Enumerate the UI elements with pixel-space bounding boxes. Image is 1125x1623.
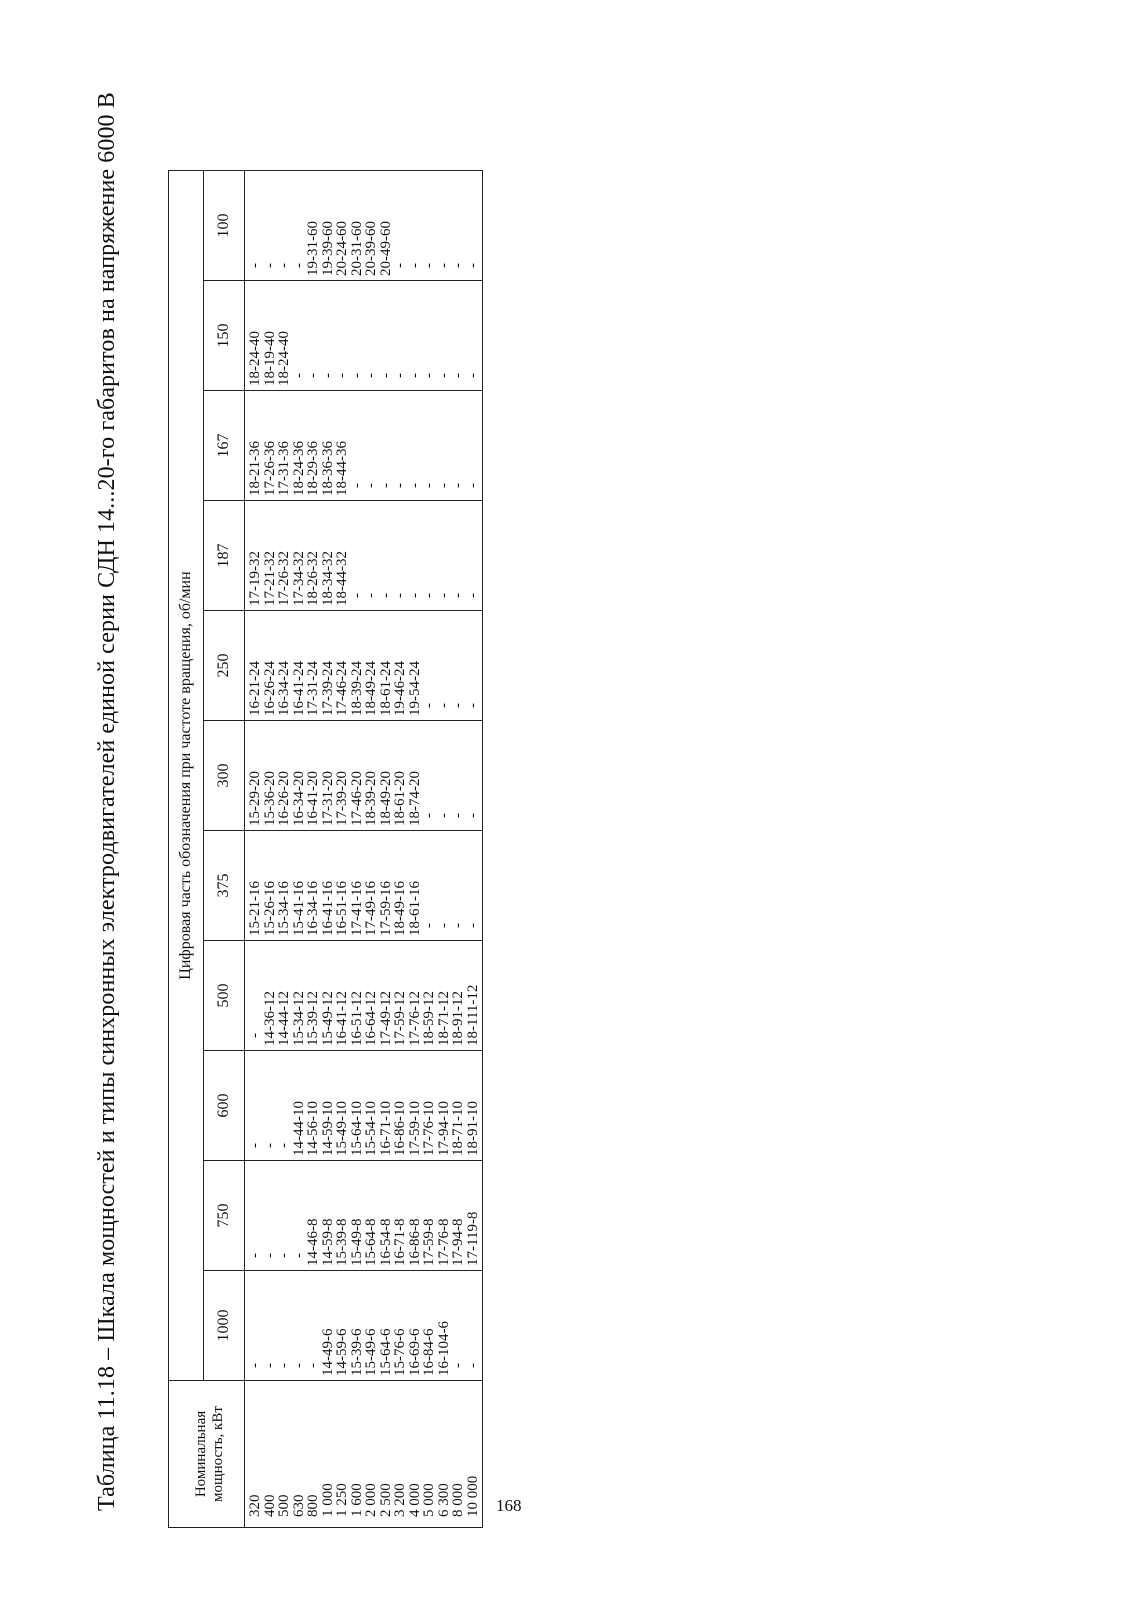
header-group: Цифровая часть обозначения при частоте вращения, об/мин xyxy=(169,171,204,1381)
type-code: 16-26-24 xyxy=(261,661,278,716)
type-code: 17-59-16 xyxy=(377,881,394,936)
type-code: 18-49-20 xyxy=(377,771,394,826)
power-column xyxy=(245,1381,483,1528)
type-code: - xyxy=(363,483,379,488)
type-code: 17-39-24 xyxy=(319,661,336,716)
type-code: - xyxy=(247,1033,263,1038)
type-code: - xyxy=(392,483,408,488)
type-code: - xyxy=(392,593,408,598)
type-code: 14-59-8 xyxy=(319,1218,336,1266)
type-code: - xyxy=(290,1253,307,1258)
type-code: 17-39-20 xyxy=(334,771,350,826)
type-code: 17-94-8 xyxy=(450,1218,466,1266)
type-code: - xyxy=(464,923,481,928)
type-code: 17-26-36 xyxy=(261,441,278,496)
type-code: 18-24-40 xyxy=(276,331,292,386)
type-code: - xyxy=(406,593,423,598)
type-code: - xyxy=(261,263,278,268)
type-column-150 xyxy=(245,281,483,391)
type-code: 18-26-32 xyxy=(305,551,321,606)
header-rpm-750: 750 xyxy=(204,1161,245,1271)
power-value: 6 300 xyxy=(435,1483,452,1517)
type-code: - xyxy=(421,483,437,488)
type-code: 16-64-12 xyxy=(363,991,379,1046)
power-value: 3 200 xyxy=(392,1483,408,1517)
type-code: 14-44-10 xyxy=(290,1101,307,1156)
type-code: 18-44-36 xyxy=(334,441,350,496)
type-code: 14-59-6 xyxy=(334,1328,350,1376)
type-code: 16-69-6 xyxy=(406,1328,423,1376)
type-code: 18-71-10 xyxy=(450,1101,466,1156)
power-value: 4 000 xyxy=(406,1483,423,1517)
type-code: - xyxy=(450,373,466,378)
type-code: 17-59-8 xyxy=(421,1218,437,1266)
type-code: 16-86-10 xyxy=(392,1101,408,1156)
type-code: 18-59-12 xyxy=(421,991,437,1046)
type-code: 19-54-24 xyxy=(406,661,423,716)
type-code: 16-51-16 xyxy=(334,881,350,936)
type-code: - xyxy=(276,1253,292,1258)
type-code: - xyxy=(305,373,321,378)
type-code: - xyxy=(435,923,452,928)
type-code: 15-39-6 xyxy=(348,1328,365,1376)
type-code: - xyxy=(392,263,408,268)
type-code: 15-49-10 xyxy=(334,1101,350,1156)
type-code: - xyxy=(377,593,394,598)
header-rpm-100: 100 xyxy=(204,171,245,281)
type-code: 15-36-20 xyxy=(261,771,278,826)
type-column-500 xyxy=(245,941,483,1051)
type-code: 16-71-10 xyxy=(377,1101,394,1156)
type-code: - xyxy=(261,1253,278,1258)
header-power-line1: Номинальная xyxy=(192,1410,209,1498)
type-code: - xyxy=(247,1363,263,1368)
power-value: 630 xyxy=(290,1494,307,1517)
type-code: - xyxy=(276,1143,292,1148)
type-code: - xyxy=(435,263,452,268)
type-code: 16-84-6 xyxy=(421,1328,437,1376)
type-code: 15-54-10 xyxy=(363,1101,379,1156)
header-power xyxy=(169,1381,245,1528)
type-code: 16-41-16 xyxy=(319,881,336,936)
type-code: 16-21-24 xyxy=(247,661,263,716)
type-code: 17-76-8 xyxy=(435,1218,452,1266)
type-code: - xyxy=(450,923,466,928)
type-code: 16-86-8 xyxy=(406,1218,423,1266)
power-value: 10 000 xyxy=(464,1475,481,1517)
type-code: 16-41-24 xyxy=(290,661,307,716)
type-code: 19-46-24 xyxy=(392,661,408,716)
type-column-100 xyxy=(245,171,483,281)
power-value: 400 xyxy=(261,1494,278,1517)
type-code: - xyxy=(435,703,452,708)
type-code: - xyxy=(421,593,437,598)
type-code: - xyxy=(377,373,394,378)
type-code: 15-49-6 xyxy=(363,1328,379,1376)
type-code: 17-76-10 xyxy=(421,1101,437,1156)
type-code: 20-49-60 xyxy=(377,221,394,276)
type-code: 16-51-12 xyxy=(348,991,365,1046)
type-code: 18-49-16 xyxy=(392,881,408,936)
type-code: - xyxy=(450,1363,466,1368)
type-code: - xyxy=(261,1143,278,1148)
power-value: 2 500 xyxy=(377,1483,394,1517)
header-rpm-250: 250 xyxy=(204,611,245,721)
type-code: 18-34-32 xyxy=(319,551,336,606)
power-value: 500 xyxy=(276,1494,292,1517)
type-code: 18-111-12 xyxy=(464,984,481,1046)
type-code: - xyxy=(261,1363,278,1368)
type-code: 17-31-20 xyxy=(319,771,336,826)
type-code: - xyxy=(348,483,365,488)
type-code: 18-71-12 xyxy=(435,991,452,1046)
type-code: - xyxy=(435,373,452,378)
type-code: 16-54-8 xyxy=(377,1218,394,1266)
power-value: 2 000 xyxy=(363,1483,379,1517)
type-code: 18-19-40 xyxy=(261,331,278,386)
type-code: 17-46-20 xyxy=(348,771,365,826)
type-code: 17-76-12 xyxy=(406,991,423,1046)
type-code: - xyxy=(435,483,452,488)
type-code: - xyxy=(450,263,466,268)
type-code: - xyxy=(363,593,379,598)
type-code: - xyxy=(464,703,481,708)
header-rpm-375: 375 xyxy=(204,831,245,941)
type-code: - xyxy=(392,373,408,378)
type-code: 17-34-32 xyxy=(290,551,307,606)
type-code: - xyxy=(363,373,379,378)
type-column-600 xyxy=(245,1051,483,1161)
type-column-1000 xyxy=(245,1271,483,1381)
type-code: 18-36-36 xyxy=(319,441,336,496)
type-code: - xyxy=(334,373,350,378)
type-code: 16-34-24 xyxy=(276,661,292,716)
type-code: 15-34-12 xyxy=(290,991,307,1046)
type-code: - xyxy=(348,373,365,378)
power-value: 1 250 xyxy=(334,1483,350,1517)
type-code: 18-61-20 xyxy=(392,771,408,826)
type-code: - xyxy=(290,263,307,268)
type-code: 16-26-20 xyxy=(276,771,292,826)
type-code: 17-31-24 xyxy=(305,661,321,716)
table-body-row xyxy=(245,171,483,1528)
type-code: 17-59-12 xyxy=(392,991,408,1046)
type-code: 16-71-8 xyxy=(392,1218,408,1266)
motor-table xyxy=(168,170,483,1528)
header-rpm-187: 187 xyxy=(204,501,245,611)
type-code: 18-29-36 xyxy=(305,441,321,496)
type-code: 17-119-8 xyxy=(464,1211,481,1266)
type-code: 14-44-12 xyxy=(276,991,292,1046)
power-value: 5 000 xyxy=(421,1483,437,1517)
type-code: 17-49-16 xyxy=(363,881,379,936)
type-code: 15-64-8 xyxy=(363,1218,379,1266)
type-code: 20-24-60 xyxy=(334,221,350,276)
header-rpm-600: 600 xyxy=(204,1051,245,1161)
type-code: - xyxy=(450,483,466,488)
type-code: 15-26-16 xyxy=(261,881,278,936)
power-value: 1 000 xyxy=(319,1483,336,1517)
type-code: 15-49-12 xyxy=(319,991,336,1046)
type-code: - xyxy=(276,263,292,268)
type-code: - xyxy=(464,593,481,598)
type-column-750 xyxy=(245,1161,483,1271)
header-rpm-167: 167 xyxy=(204,391,245,501)
type-code: 18-61-24 xyxy=(377,661,394,716)
type-code: - xyxy=(464,263,481,268)
type-code: - xyxy=(450,593,466,598)
type-code: 17-59-10 xyxy=(406,1101,423,1156)
type-code: - xyxy=(450,813,466,818)
type-code: 18-24-36 xyxy=(290,441,307,496)
type-column-375 xyxy=(245,831,483,941)
type-code: 18-39-24 xyxy=(348,661,365,716)
type-code: - xyxy=(464,483,481,488)
type-code: - xyxy=(464,373,481,378)
type-column-187 xyxy=(245,501,483,611)
type-code: - xyxy=(406,263,423,268)
type-code: - xyxy=(421,813,437,818)
type-code: - xyxy=(435,813,452,818)
type-code: 19-39-60 xyxy=(319,221,336,276)
type-code: 15-39-8 xyxy=(334,1218,350,1266)
power-value: 800 xyxy=(305,1494,321,1517)
type-code: 18-39-20 xyxy=(363,771,379,826)
type-code: - xyxy=(247,1143,263,1148)
power-value: 320 xyxy=(247,1494,263,1517)
type-code: - xyxy=(319,373,336,378)
type-code: 17-19-32 xyxy=(247,551,263,606)
type-code: 15-39-12 xyxy=(305,991,321,1046)
type-code: - xyxy=(450,703,466,708)
type-code: 18-24-40 xyxy=(247,331,263,386)
type-code: - xyxy=(464,1363,481,1368)
power-value: 8 000 xyxy=(450,1483,466,1517)
type-code: 17-46-24 xyxy=(334,661,350,716)
page-number: 168 xyxy=(496,1496,522,1515)
type-code: 15-21-16 xyxy=(247,881,263,936)
type-code: - xyxy=(305,1363,321,1368)
type-code: - xyxy=(406,483,423,488)
table-caption: Таблица 11.18 – Шкала мощностей и типы синхронных электродвигателей единой серии СДН 14...20-го габаритов на напряжение 6000 В xyxy=(94,92,120,1511)
type-code: 15-64-6 xyxy=(377,1328,394,1376)
type-code: - xyxy=(421,263,437,268)
type-code: 15-34-16 xyxy=(276,881,292,936)
type-code: - xyxy=(377,483,394,488)
type-code: 18-49-24 xyxy=(363,661,379,716)
type-code: 15-41-16 xyxy=(290,881,307,936)
type-code: 14-49-6 xyxy=(319,1328,336,1376)
type-code: - xyxy=(290,1363,307,1368)
header-rpm-300: 300 xyxy=(204,721,245,831)
type-code: 15-76-6 xyxy=(392,1328,408,1376)
type-code: - xyxy=(247,1253,263,1258)
type-code: 14-59-10 xyxy=(319,1101,336,1156)
type-code: - xyxy=(421,373,437,378)
type-code: 17-49-12 xyxy=(377,991,394,1046)
type-code: 17-94-10 xyxy=(435,1101,452,1156)
header-rpm-1000: 1000 xyxy=(204,1271,245,1381)
type-code: - xyxy=(348,593,365,598)
type-code: 17-41-16 xyxy=(348,881,365,936)
header-rpm-500: 500 xyxy=(204,941,245,1051)
type-code: 16-34-16 xyxy=(305,881,321,936)
header-rpm-150: 150 xyxy=(204,281,245,391)
type-code: - xyxy=(406,373,423,378)
type-code: - xyxy=(421,923,437,928)
type-code: 18-61-16 xyxy=(406,881,423,936)
type-code: 15-29-20 xyxy=(247,771,263,826)
type-code: 15-64-10 xyxy=(348,1101,365,1156)
type-code: 20-39-60 xyxy=(363,221,379,276)
type-code: 18-44-32 xyxy=(334,551,350,606)
type-code: 17-31-36 xyxy=(276,441,292,496)
type-code: - xyxy=(464,813,481,818)
type-column-250 xyxy=(245,611,483,721)
type-code: - xyxy=(290,373,307,378)
type-code: 18-21-36 xyxy=(247,441,263,496)
type-code: 16-104-6 xyxy=(435,1321,452,1376)
type-column-300 xyxy=(245,721,483,831)
type-code: 16-41-20 xyxy=(305,771,321,826)
type-code: 18-91-10 xyxy=(464,1101,481,1156)
type-code: 16-41-12 xyxy=(334,991,350,1046)
type-code: - xyxy=(421,703,437,708)
type-code: 18-91-12 xyxy=(450,991,466,1046)
type-code: - xyxy=(276,1363,292,1368)
type-code: 16-34-20 xyxy=(290,771,307,826)
power-value: 1 600 xyxy=(348,1483,365,1517)
type-code: 17-21-32 xyxy=(261,551,278,606)
type-code: 14-36-12 xyxy=(261,991,278,1046)
type-code: 15-49-8 xyxy=(348,1218,365,1266)
type-code: 14-56-10 xyxy=(305,1101,321,1156)
type-code: 19-31-60 xyxy=(305,221,321,276)
type-code: - xyxy=(435,593,452,598)
header-power-line2: мощность, кВт xyxy=(209,1406,226,1502)
type-code: 18-74-20 xyxy=(406,771,423,826)
type-code: 14-46-8 xyxy=(305,1218,321,1266)
type-code: 17-26-32 xyxy=(276,551,292,606)
type-column-167 xyxy=(245,391,483,501)
type-code: 20-31-60 xyxy=(348,221,365,276)
type-code: - xyxy=(247,263,263,268)
